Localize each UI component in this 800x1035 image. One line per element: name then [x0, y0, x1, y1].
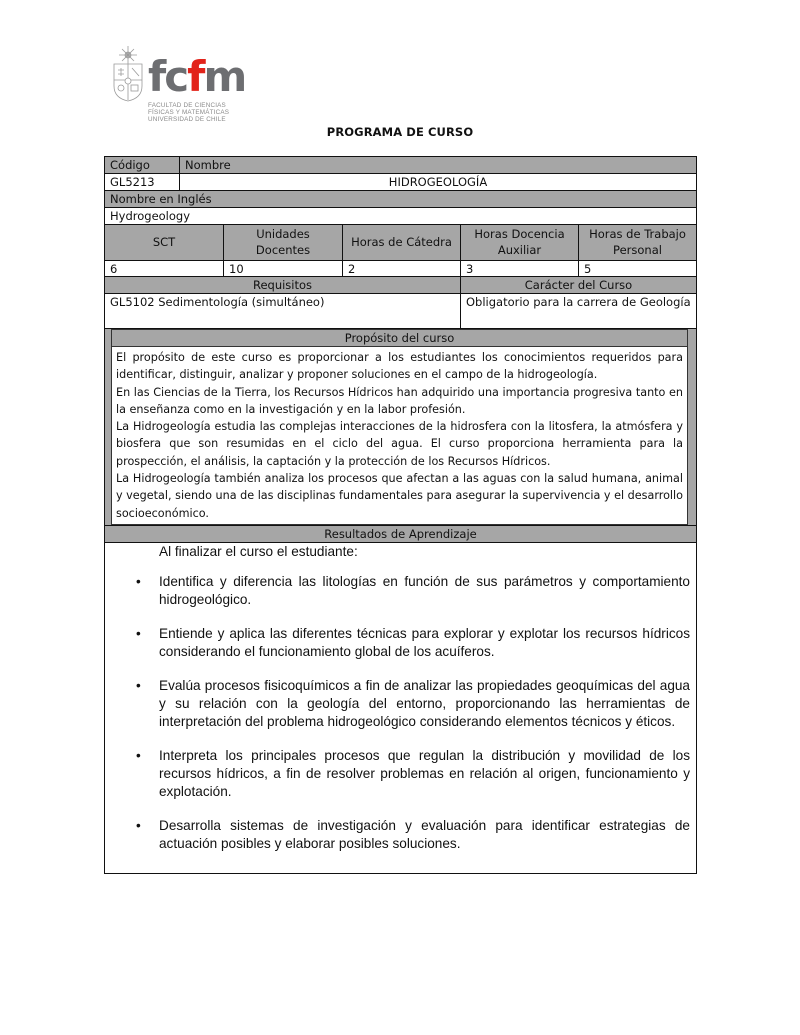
header-horas-docencia-auxiliar: Horas Docencia Auxiliar — [461, 224, 579, 260]
page-title: PROGRAMA DE CURSO — [326, 125, 474, 139]
header-horas-trabajo-personal: Horas de Trabajo Personal — [579, 224, 697, 260]
fcfm-logo — [110, 46, 246, 126]
purpose-heading: Propósito del curso — [112, 330, 687, 347]
value-horas-trabajo-personal: 5 — [579, 260, 697, 277]
purpose-paragraph: En las Ciencias de la Tierra, los Recursos Hídricos han adquirido una importancia progresiva tanto en la enseñanza como en la investigación y en la labor profesión. — [116, 385, 683, 416]
purpose-paragraph: La Hidrogeología también analiza los procesos que afectan a las aguas con la salud humana, animal y vegetal, siendo una de las disciplinas fundamentales para asegurar la supervivencia y el desarrollo socioeconómico. — [116, 472, 683, 520]
english-name: Hydrogeology — [105, 208, 697, 225]
code-label: Código — [105, 157, 180, 174]
course-identity-table — [104, 156, 697, 225]
purpose-section — [104, 329, 697, 525]
hours-table — [104, 224, 697, 278]
course-program-sheet — [104, 156, 697, 874]
header-unidades-docentes: Unidades Docentes — [224, 224, 343, 260]
bullet-icon: • — [136, 677, 141, 693]
header-sct: SCT — [105, 224, 224, 260]
list-item: • Interpreta los principales procesos que regulan la distribución y movilidad de los recursos hídricos, a fin de resolver problemas en relación al origen, funcionamiento y explotación. — [136, 747, 690, 799]
faculty-name: FACULTAD DE CIENCIAS FÍSICAS Y MATEMÁTICAS UNIVERSIDAD DE CHILE — [148, 102, 230, 123]
course-name: HIDROGEOLOGÍA — [180, 174, 697, 191]
university-crest-icon — [110, 46, 146, 102]
learning-outcomes-intro: Al finalizar el curso el estudiante: — [159, 543, 358, 559]
name-label: Nombre — [180, 157, 697, 174]
requirements-table — [104, 276, 697, 329]
purpose-paragraph: La Hidrogeología estudia las complejas interacciones de la hidrosfera con la litosfera, la atmósfera y biosfera que son resumidas en el ciclo del agua. El curso proporciona herramienta para la prospección, el análisis, la captación y la protección de los Recursos Hídricos. — [116, 420, 683, 468]
purpose-paragraph: El propósito de este curso es proporcionar a los estudiantes los conocimientos requeridos para identificar, distinguir, analizar y proponer soluciones en el campo de la hidrogeología. — [116, 351, 683, 382]
value-sct: 6 — [105, 260, 224, 277]
list-item: • Entiende y aplica las diferentes técnicas para explorar y explotar los recursos hídricos considerando el funcionamiento global de los acuíferos. — [136, 625, 690, 659]
value-unidades-docentes: 10 — [224, 260, 343, 277]
value-horas-docencia-auxiliar: 3 — [461, 260, 579, 277]
requisitos-label: Requisitos — [105, 277, 461, 294]
caracter-value: Obligatorio para la carrera de Geología — [461, 294, 697, 329]
learning-outcomes-list — [105, 573, 698, 869]
purpose-text — [112, 347, 687, 524]
list-item: • Desarrolla sistemas de investigación y evaluación para identificar estrategias de actuación posibles y elaborar posibles soluciones. — [136, 817, 690, 851]
value-horas-catedra: 2 — [343, 260, 461, 277]
bullet-icon: • — [136, 817, 141, 833]
learning-outcomes-section — [104, 543, 697, 874]
requisitos-value: GL5102 Sedimentología (simultáneo) — [105, 294, 461, 329]
header-horas-catedra: Horas de Cátedra — [343, 224, 461, 260]
caracter-label: Carácter del Curso — [461, 277, 697, 294]
english-name-label: Nombre en Inglés — [105, 191, 697, 208]
fcfm-wordmark: fcfm — [148, 52, 246, 101]
bullet-icon: • — [136, 625, 141, 641]
list-item: • Evalúa procesos fisicoquímicos a fin de analizar las propiedades geoquímicas del agua y su relación con la geología del entorno, proporcionando las herramientas de interpretación del problema hidrogeológico considerando elementos técnicos y éticos. — [136, 677, 690, 729]
list-item: • Identifica y diferencia las litologías en función de sus parámetros y comportamiento hidrogeológico. — [136, 573, 690, 607]
course-code: GL5213 — [105, 174, 180, 191]
bullet-icon: • — [136, 747, 141, 763]
learning-outcomes-heading: Resultados de Aprendizaje — [104, 525, 697, 543]
bullet-icon: • — [136, 573, 141, 589]
